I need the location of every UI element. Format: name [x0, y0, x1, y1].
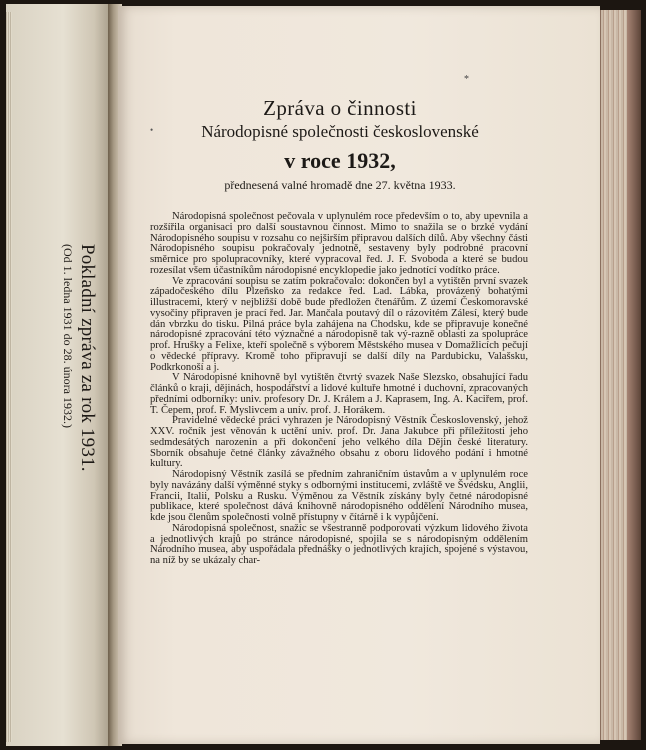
page-stack-edge: [6, 12, 12, 742]
spine-title: Pokladní zpráva za rok 1931.: [77, 244, 98, 472]
paragraph-6: Národopisná společnost, snažíc se všestranně podporovati výzkum lidového života a jednotlivých krajů po stránce národopisné, spojila se s národopisným oddělením Národního musea, aby uspořádala přednášky o jednotlivých krajích, spojené s výstavou, na níž by se ukázaly char-: [150, 522, 528, 566]
spine-subtitle: (Od 1. ledna 1931 do 28. února 1932.): [61, 244, 76, 428]
title-line-1: Zpráva o činnosti: [263, 96, 417, 120]
title-year: v roce 1932,: [284, 148, 396, 173]
title-subtitle: přednesená valné hromadě dne 27. května 1933.: [224, 178, 456, 192]
paragraph-4: Pravidelné vědecké práci vyhrazen je Národopisný Věstník Československý, jehož XXV. ročník jest věnován k uctění univ. prof. Dr. Jana Jakubce při příležitosti jeho sedmdesátých narozenin a při dokončení jeho velkého díla Dějin české literatury. Sborník obsahuje četné články závažného obsahu z oboru lidového podání i hmotné kultury.: [150, 415, 528, 470]
paragraph-3: V Národopisné knihovně byl vytištěn čtvrtý svazek Naše Slezsko, obsahující řadu článků o kraji, dějinách, hospodářství a lidové kultuře hmotné i duchovní, zpracovaných předními odborníky: univ. profesory Dr. J. Králem a J. Kaprasem, Ing. A. Kaciřem, prof. T. Čepem, prof. F. Myslivcem a univ. prof. J. Horákem.: [150, 372, 528, 416]
ink-mark-dot: •: [150, 125, 154, 135]
spine-text-block: [60, 244, 98, 644]
paragraph-5: Národopisný Věstník zasílá se předním zahraničním ústavům a v uplynulém roce byly navázány další výměnné styky s odbornými institucemi, zvláště ve Švédsku, Anglii, Francii, Italii, Polsku a Rusku. Výměnou za Věstník získány byly četné národopisné publikace, které společnost dává knihovně národopisného oddělení Národního musea, kde jsou členům společnosti volně přístupny v čítárně i k vypůjčení.: [150, 469, 528, 523]
right-page-edges: [600, 10, 641, 740]
paragraph-1: Národopisná společnost pečovala v uplynulém roce především o to, aby upevnila a rozšířila organisaci pro další soustavnou činnost. Mimo to snažila se o brzké vydání Národopisného soupisu v rozsahu co nejširším připravou dalších dílů. Aby všechny části Národopisného soupisu pokračovaly jednotně, sestaveny byly podrobné pracovní směrnice pro spolupracovníky, které vypracoval řed. J. F. Svoboda a které se budou rozesílat všem účastníkům národopisné encyklopedie jako jednotící vodítko práce.: [150, 211, 528, 276]
report-body: [150, 212, 528, 567]
ink-mark-star: *: [464, 74, 469, 85]
paragraph-2: Ve zpracování soupisu se zatím pokračovalo: dokončen byl a vytištěn první svazek západočeského dílu Plzeňsko za redakce řed. Lad. Lábka, provázený bohatými illustracemi, který v nejbližší době bude předložen čtenářům. Z území Českomoravské vysočiny připraven je prací řed. Jar. Mančala poutavý díl o rázovitém Zálesí, který bude dán vbrzku do tisku. Pilná práce byla zahájena na Chodsku, kde se připravuje konečné národopisné zpracování této význačné a národopisně tak vý-razně oblasti za spolupráce prof. Hrušky a Felixe, kteří společně s výborem Městského musea v Domažlicích pečují o vědecké přípravy. Kromě toho připravují se další díly na Pardubicku, Valašsku, Podkrkonoší a j.: [150, 275, 528, 373]
left-page: [6, 4, 111, 746]
title-line-2: Národopisné společnosti československé: [201, 122, 479, 141]
